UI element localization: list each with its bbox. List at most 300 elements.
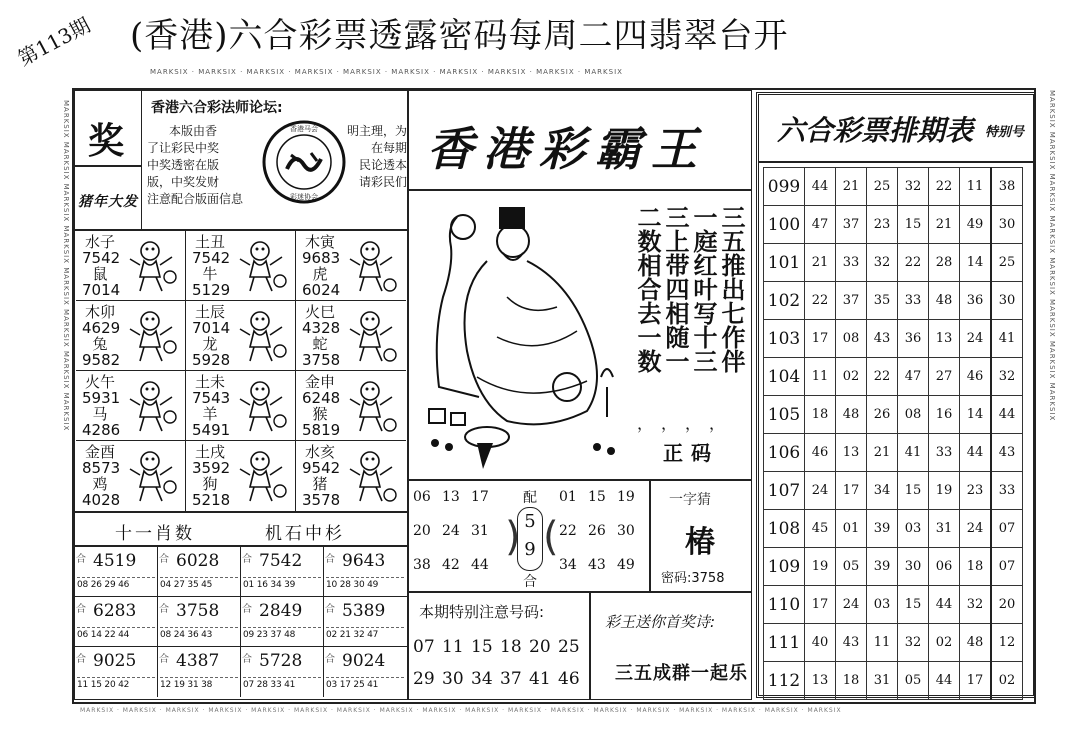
- draw-number-cell: 22: [898, 244, 929, 282]
- draw-number-cell: 11: [805, 358, 836, 396]
- pei-number: 13: [442, 489, 460, 505]
- draw-number-cell: 27: [929, 358, 960, 396]
- combo-small-numbers: 07 28 33 41: [243, 677, 321, 690]
- zodiac-cell: [76, 231, 186, 301]
- combo-tag: 合: [325, 554, 335, 565]
- pei-number: 01: [559, 489, 577, 505]
- draw-number-cell: 13: [836, 434, 867, 472]
- watermark-left: MARKSIX MARKSIX MARKSIX MARKSIX MARKSIX MARKSIX MARKSIX MARKSIX: [62, 100, 70, 432]
- seal-stamp-icon: [261, 119, 347, 205]
- zodiac-cell: [76, 301, 186, 371]
- pei-number: 17: [471, 489, 489, 505]
- zodiac-animal: 马: [92, 405, 108, 423]
- draw-number-cell: 13: [805, 662, 836, 700]
- draw-number-cell: 31: [929, 510, 960, 548]
- combo-cell: [158, 597, 241, 647]
- forum-text-right: [343, 123, 407, 191]
- period-cell: 109: [764, 548, 805, 586]
- zodiac-num1: 7543: [192, 389, 231, 407]
- special-title: 本期特别注意号码:: [419, 603, 545, 621]
- zodiac-num1: 9683: [302, 249, 341, 267]
- combo-tag: 合: [242, 554, 252, 565]
- draw-number-cell: 44: [805, 168, 836, 206]
- draw-number-cell: 36: [960, 282, 992, 320]
- draw-number-cell: 43: [991, 434, 1023, 472]
- combo-big-number: 9025: [93, 651, 137, 671]
- forum-line: 版，中奖发财: [147, 175, 220, 189]
- draw-number-cell: 03: [898, 510, 929, 548]
- zodiac-text: [302, 233, 341, 299]
- svg-text:香港马会: 香港马会: [290, 125, 318, 133]
- watermark-top: MARKSIX · MARKSIX · MARKSIX · MARKSIX · MARKSIX · MARKSIX · MARKSIX · MARKSIX · MARKSIX · MARKSIX: [150, 68, 623, 76]
- draw-number-cell: 13: [929, 320, 960, 358]
- draw-number-cell: 17: [805, 320, 836, 358]
- draw-number-cell: 22: [867, 358, 898, 396]
- combo-tag: 合: [76, 554, 86, 565]
- draw-number-cell: 31: [867, 662, 898, 700]
- zodiac-name: 土丑: [194, 233, 225, 251]
- combo-tag: 合: [159, 654, 169, 665]
- pei-number: 49: [617, 557, 635, 573]
- pei-he-panel: [408, 480, 650, 592]
- draw-number-cell: 21: [867, 434, 898, 472]
- draw-number-cell: 32: [898, 168, 929, 206]
- left-brace-icon: ): [505, 514, 521, 560]
- schedule-panel: [756, 92, 1036, 698]
- pei-char-top: 配: [523, 490, 537, 506]
- draw-number-cell: 40: [805, 624, 836, 662]
- schedule-row: [764, 624, 1023, 662]
- draw-number-cell: 14: [960, 244, 992, 282]
- forum-line: 中奖透密在版: [147, 158, 220, 172]
- special-number: 34: [471, 669, 493, 689]
- draw-number-cell: 44: [991, 396, 1023, 434]
- draw-number-cell: 18: [960, 548, 992, 586]
- draw-number-cell: 30: [991, 206, 1023, 244]
- combo-cell: [75, 547, 158, 597]
- period-cell: 103: [764, 320, 805, 358]
- draw-number-cell: 20: [991, 586, 1023, 624]
- draw-number-cell: 15: [898, 206, 929, 244]
- zodiac-cell: [186, 371, 296, 441]
- schedule-row: [764, 662, 1023, 700]
- draw-number-cell: 45: [805, 510, 836, 548]
- zodiac-text: [82, 373, 121, 439]
- draw-number-cell: 43: [836, 624, 867, 662]
- cartoon-animal-icon: [234, 307, 290, 365]
- schedule-title-tag: 特别号: [985, 125, 1025, 140]
- draw-number-cell: 07: [991, 548, 1023, 586]
- pei-number: 06: [413, 489, 431, 505]
- draw-number-cell: 05: [898, 662, 929, 700]
- right-brace-icon: (: [543, 514, 559, 560]
- pei-number: 43: [588, 557, 606, 573]
- cartoon-animal-icon: [124, 237, 180, 295]
- combo-big-number: 6283: [93, 601, 137, 621]
- cartoon-animal-icon: [234, 377, 290, 435]
- combo-big-number: 3758: [176, 601, 220, 621]
- zodiac-name: 木寅: [304, 233, 335, 251]
- schedule-header: [759, 95, 1033, 163]
- draw-number-cell: 32: [960, 586, 992, 624]
- draw-number-cell: 11: [867, 624, 898, 662]
- draw-number-cell: 23: [867, 206, 898, 244]
- draw-number-cell: 41: [991, 320, 1023, 358]
- pei-right-numbers: [559, 489, 647, 585]
- draw-number-cell: 30: [991, 282, 1023, 320]
- special-number: 41: [529, 669, 551, 689]
- zodiac-animal: 羊: [202, 405, 218, 423]
- pei-number: 20: [413, 523, 431, 539]
- zodiac-grid: [74, 230, 408, 512]
- draw-number-cell: 17: [805, 586, 836, 624]
- combo-header-left: 十一肖数: [115, 524, 195, 544]
- special-number: 25: [558, 637, 580, 657]
- zodiac-num2: 4028: [82, 491, 121, 509]
- draw-number-cell: 33: [929, 434, 960, 472]
- poem-column: 二数相合去一数: [633, 205, 661, 373]
- poem2-line: 三五成群一起乐: [615, 663, 748, 684]
- period-cell: 111: [764, 624, 805, 662]
- zodiac-cell: [76, 371, 186, 441]
- zodiac-num2: 5491: [192, 421, 231, 439]
- draw-number-cell: 24: [805, 472, 836, 510]
- combo-cell: [158, 647, 241, 697]
- combo-tag: 合: [242, 604, 252, 615]
- pei-center: [505, 485, 559, 590]
- period-cell: 106: [764, 434, 805, 472]
- combo-small-numbers: 03 17 25 41: [326, 677, 404, 690]
- draw-number-cell: 05: [836, 548, 867, 586]
- forum-line: 民论透本: [358, 158, 407, 172]
- draw-number-cell: 26: [867, 396, 898, 434]
- zodiac-name: 水亥: [304, 443, 335, 461]
- combo-small-numbers: 04 27 35 45: [160, 577, 238, 590]
- combo-big-number: 7542: [259, 551, 303, 571]
- combo-cell: [241, 647, 324, 697]
- combo-cell: [75, 597, 158, 647]
- zodiac-num1: 9542: [302, 459, 341, 477]
- draw-number-cell: 22: [805, 282, 836, 320]
- zodiac-text: [82, 303, 121, 369]
- banner-title: 香港彩霸王: [427, 122, 707, 176]
- draw-number-cell: 15: [898, 472, 929, 510]
- forum-text: [147, 123, 267, 208]
- schedule-row: [764, 244, 1023, 282]
- zodiac-num1: 6248: [302, 389, 341, 407]
- draw-number-cell: 07: [991, 510, 1023, 548]
- cartoon-animal-icon: [124, 447, 180, 505]
- schedule-row: [764, 168, 1023, 206]
- draw-number-cell: 21: [805, 244, 836, 282]
- draw-number-cell: 01: [836, 510, 867, 548]
- draw-number-cell: 44: [929, 586, 960, 624]
- combo-small-numbers: 08 26 29 46: [77, 577, 155, 590]
- period-cell: 099: [764, 168, 805, 206]
- zodiac-num2: 3578: [302, 491, 341, 509]
- combo-tag: 合: [159, 604, 169, 615]
- zodiac-animal: 鼠: [92, 265, 108, 283]
- zodiac-cell: [296, 441, 406, 511]
- draw-number-cell: 21: [836, 168, 867, 206]
- sage-figure-illustration: [417, 197, 627, 475]
- zodiac-num2: 9582: [82, 351, 121, 369]
- zodiac-cell: [186, 301, 296, 371]
- schedule-row: [764, 206, 1023, 244]
- period-cell: 107: [764, 472, 805, 510]
- zodiac-name: 土戌: [194, 443, 225, 461]
- draw-number-cell: 48: [929, 282, 960, 320]
- zodiac-num1: 4629: [82, 319, 121, 337]
- zodiac-name: 土未: [194, 373, 225, 391]
- zodiac-cell: [296, 301, 406, 371]
- zodiac-text: [302, 373, 341, 439]
- draw-number-cell: 37: [836, 282, 867, 320]
- pei-number: 24: [442, 523, 460, 539]
- draw-number-cell: 46: [960, 358, 992, 396]
- draw-number-cell: 19: [929, 472, 960, 510]
- schedule-row: [764, 472, 1023, 510]
- zodiac-text: [192, 233, 231, 299]
- draw-number-cell: 14: [960, 396, 992, 434]
- draw-number-cell: 32: [991, 358, 1023, 396]
- zodiac-name: 火巳: [304, 303, 335, 321]
- combo-small-numbers: 02 21 32 47: [326, 627, 404, 640]
- zodiac-animal: 兔: [92, 335, 108, 353]
- draw-number-cell: 17: [960, 662, 992, 700]
- draw-number-cell: 37: [836, 206, 867, 244]
- special-number: 11: [442, 637, 464, 657]
- zodiac-cell: [296, 231, 406, 301]
- combo-cell: [241, 597, 324, 647]
- period-cell: 108: [764, 510, 805, 548]
- zodiac-num2: 6024: [302, 281, 341, 299]
- period-cell: 100: [764, 206, 805, 244]
- special-number: 15: [471, 637, 493, 657]
- combo-header-right: 机石中杉: [265, 524, 345, 544]
- zodiac-cell: [76, 441, 186, 511]
- draw-number-cell: 19: [805, 548, 836, 586]
- issue-stamp: 第113期: [13, 12, 95, 71]
- combo-cell: [75, 647, 158, 697]
- draw-number-cell: 06: [929, 548, 960, 586]
- cartoon-animal-icon: [344, 377, 400, 435]
- pei-number: 30: [617, 523, 635, 539]
- combo-tag: 合: [325, 604, 335, 615]
- schedule-table-wrap: [763, 167, 1023, 700]
- zodiac-text: [82, 443, 121, 509]
- draw-number-cell: 25: [991, 244, 1023, 282]
- zodiac-num1: 8573: [82, 459, 121, 477]
- period-cell: 102: [764, 282, 805, 320]
- pei-digits-oval: [517, 507, 543, 571]
- combo-grid: [75, 547, 407, 699]
- forum-line: 在每期: [370, 141, 407, 155]
- zodiac-name: 水子: [84, 233, 115, 251]
- draw-number-cell: 02: [991, 662, 1023, 700]
- cartoon-animal-icon: [344, 237, 400, 295]
- zodiac-num2: 5819: [302, 421, 341, 439]
- combo-tag: 合: [325, 654, 335, 665]
- combo-big-number: 9024: [342, 651, 386, 671]
- combo-big-number: 9643: [342, 551, 386, 571]
- page-title: (香港)六合彩票透露密码每周二四翡翠台开: [130, 16, 789, 56]
- cartoon-animal-icon: [234, 237, 290, 295]
- poem2-title: 彩王送你首奖诗:: [605, 613, 716, 631]
- combo-small-numbers: 01 16 34 39: [243, 577, 321, 590]
- draw-number-cell: 38: [991, 168, 1023, 206]
- draw-number-cell: 24: [836, 586, 867, 624]
- special-number: 18: [500, 637, 522, 657]
- draw-number-cell: 22: [929, 168, 960, 206]
- combo-cell: [241, 547, 324, 597]
- draw-number-cell: 47: [805, 206, 836, 244]
- zodiac-text: [302, 303, 341, 369]
- schedule-row: [764, 586, 1023, 624]
- forum-title: 香港六合彩法师论坛:: [151, 100, 283, 116]
- prize-divider: [75, 165, 141, 167]
- draw-number-cell: 12: [991, 624, 1023, 662]
- special-number: 07: [413, 637, 435, 657]
- pei-number: 19: [617, 489, 635, 505]
- draw-number-cell: 44: [960, 434, 992, 472]
- zodiac-text: [192, 303, 231, 369]
- schedule-row: [764, 548, 1023, 586]
- schedule-row: [764, 282, 1023, 320]
- schedule-title: 六合彩票排期表: [777, 114, 974, 147]
- combo-big-number: 4519: [93, 551, 137, 571]
- draw-number-cell: 28: [929, 244, 960, 282]
- draw-number-cell: 33: [898, 282, 929, 320]
- zodiac-num2: 5129: [192, 281, 231, 299]
- pei-number: 42: [442, 557, 460, 573]
- cartoon-animal-icon: [124, 307, 180, 365]
- draw-number-cell: 03: [867, 586, 898, 624]
- combo-cell: [324, 547, 407, 597]
- period-cell: 105: [764, 396, 805, 434]
- pei-digit: 5: [524, 511, 536, 532]
- poem-punct: ，，，，: [637, 414, 742, 433]
- watermark-right: MARKSIX MARKSIX MARKSIX MARKSIX MARKSIX MARKSIX MARKSIX MARKSIX: [1048, 90, 1056, 422]
- period-cell: 110: [764, 586, 805, 624]
- pei-number: 31: [471, 523, 489, 539]
- draw-number-cell: 30: [898, 548, 929, 586]
- special-number: 29: [413, 669, 435, 689]
- draw-number-cell: 33: [991, 472, 1023, 510]
- combo-cell: [158, 547, 241, 597]
- poem-column: 一庭红叶写十三: [689, 205, 717, 373]
- special-number: 37: [500, 669, 522, 689]
- draw-number-cell: 36: [898, 320, 929, 358]
- draw-number-cell: 35: [867, 282, 898, 320]
- combo-big-number: 5728: [259, 651, 303, 671]
- period-cell: 112: [764, 662, 805, 700]
- draw-number-cell: 25: [867, 168, 898, 206]
- combo-tag: 合: [76, 604, 86, 615]
- draw-number-cell: 32: [898, 624, 929, 662]
- pei-char-bottom: 合: [523, 574, 537, 590]
- zodiac-animal: 猴: [312, 405, 328, 423]
- cartoon-animal-icon: [124, 377, 180, 435]
- banner-box: [408, 90, 752, 190]
- special-number: 30: [442, 669, 464, 689]
- draw-number-cell: 23: [960, 472, 992, 510]
- draw-number-cell: 24: [960, 510, 992, 548]
- combo-tag: 合: [242, 654, 252, 665]
- schedule-row: [764, 396, 1023, 434]
- guess-label: 一字猜: [669, 492, 711, 508]
- draw-number-cell: 33: [836, 244, 867, 282]
- draw-number-cell: 49: [960, 206, 992, 244]
- draw-number-cell: 24: [960, 320, 992, 358]
- combo-cell: [324, 597, 407, 647]
- zodiac-text: [192, 373, 231, 439]
- draw-number-cell: 08: [836, 320, 867, 358]
- forum-line: 本版由香: [169, 124, 218, 138]
- zodiac-num2: 4286: [82, 421, 121, 439]
- zodiac-animal: 蛇: [312, 335, 328, 353]
- zodiac-num2: 7014: [82, 281, 121, 299]
- zodiac-animal: 龙: [202, 335, 218, 353]
- pei-left-numbers: [413, 489, 501, 585]
- zodiac-num2: 5218: [192, 491, 231, 509]
- poem2-panel: [590, 592, 752, 700]
- zodiac-num1: 7014: [192, 319, 231, 337]
- zodiac-name: 金申: [304, 373, 335, 391]
- forum-line: 请彩民们: [358, 175, 407, 189]
- prize-side: [75, 91, 142, 229]
- zodiac-text: [82, 233, 121, 299]
- combo-tag: 合: [159, 554, 169, 565]
- special-panel: [408, 592, 590, 700]
- watermark-bottom: MARKSIX · MARKSIX · MARKSIX · MARKSIX · MARKSIX · MARKSIX · MARKSIX · MARKSIX · MARKSIX · MARKSIX · MARKSIX · MARKSIX · MARKSIX · MARKSIX · MARKSIX · MARKSIX · MARKSIX · MARKSIX: [80, 707, 842, 714]
- zodiac-animal: 鸡: [92, 475, 108, 493]
- zheng-ma-label: 正码: [663, 441, 719, 465]
- combo-cell: [324, 647, 407, 697]
- pei-number: 15: [588, 489, 606, 505]
- combo-big-number: 4387: [176, 651, 220, 671]
- special-number: 20: [529, 637, 551, 657]
- zodiac-animal: 牛: [202, 265, 218, 283]
- guess-panel: [650, 480, 752, 592]
- combo-tag: 合: [76, 654, 86, 665]
- draw-number-cell: 18: [805, 396, 836, 434]
- zodiac-text: [302, 443, 341, 509]
- draw-number-cell: 46: [805, 434, 836, 472]
- special-number: 46: [558, 669, 580, 689]
- zodiac-num1: 4328: [302, 319, 341, 337]
- cartoon-animal-icon: [344, 307, 400, 365]
- draw-number-cell: 41: [898, 434, 929, 472]
- draw-number-cell: 15: [898, 586, 929, 624]
- zodiac-num2: 3758: [302, 351, 341, 369]
- period-cell: 101: [764, 244, 805, 282]
- zodiac-animal: 虎: [312, 265, 328, 283]
- draw-number-cell: 48: [836, 396, 867, 434]
- pei-number: 26: [588, 523, 606, 539]
- draw-number-cell: 21: [929, 206, 960, 244]
- poem-column: 三五推出七作伴: [717, 205, 745, 373]
- draw-number-cell: 39: [867, 510, 898, 548]
- zodiac-animal: 狗: [202, 475, 218, 493]
- combo-panel: [74, 512, 408, 700]
- schedule-row: [764, 320, 1023, 358]
- zodiac-cell: [296, 371, 406, 441]
- mima-label: 密码:3758: [661, 571, 725, 586]
- draw-number-cell: 43: [867, 320, 898, 358]
- draw-number-cell: 16: [929, 396, 960, 434]
- poem-column: 三上带四相随一: [661, 205, 689, 373]
